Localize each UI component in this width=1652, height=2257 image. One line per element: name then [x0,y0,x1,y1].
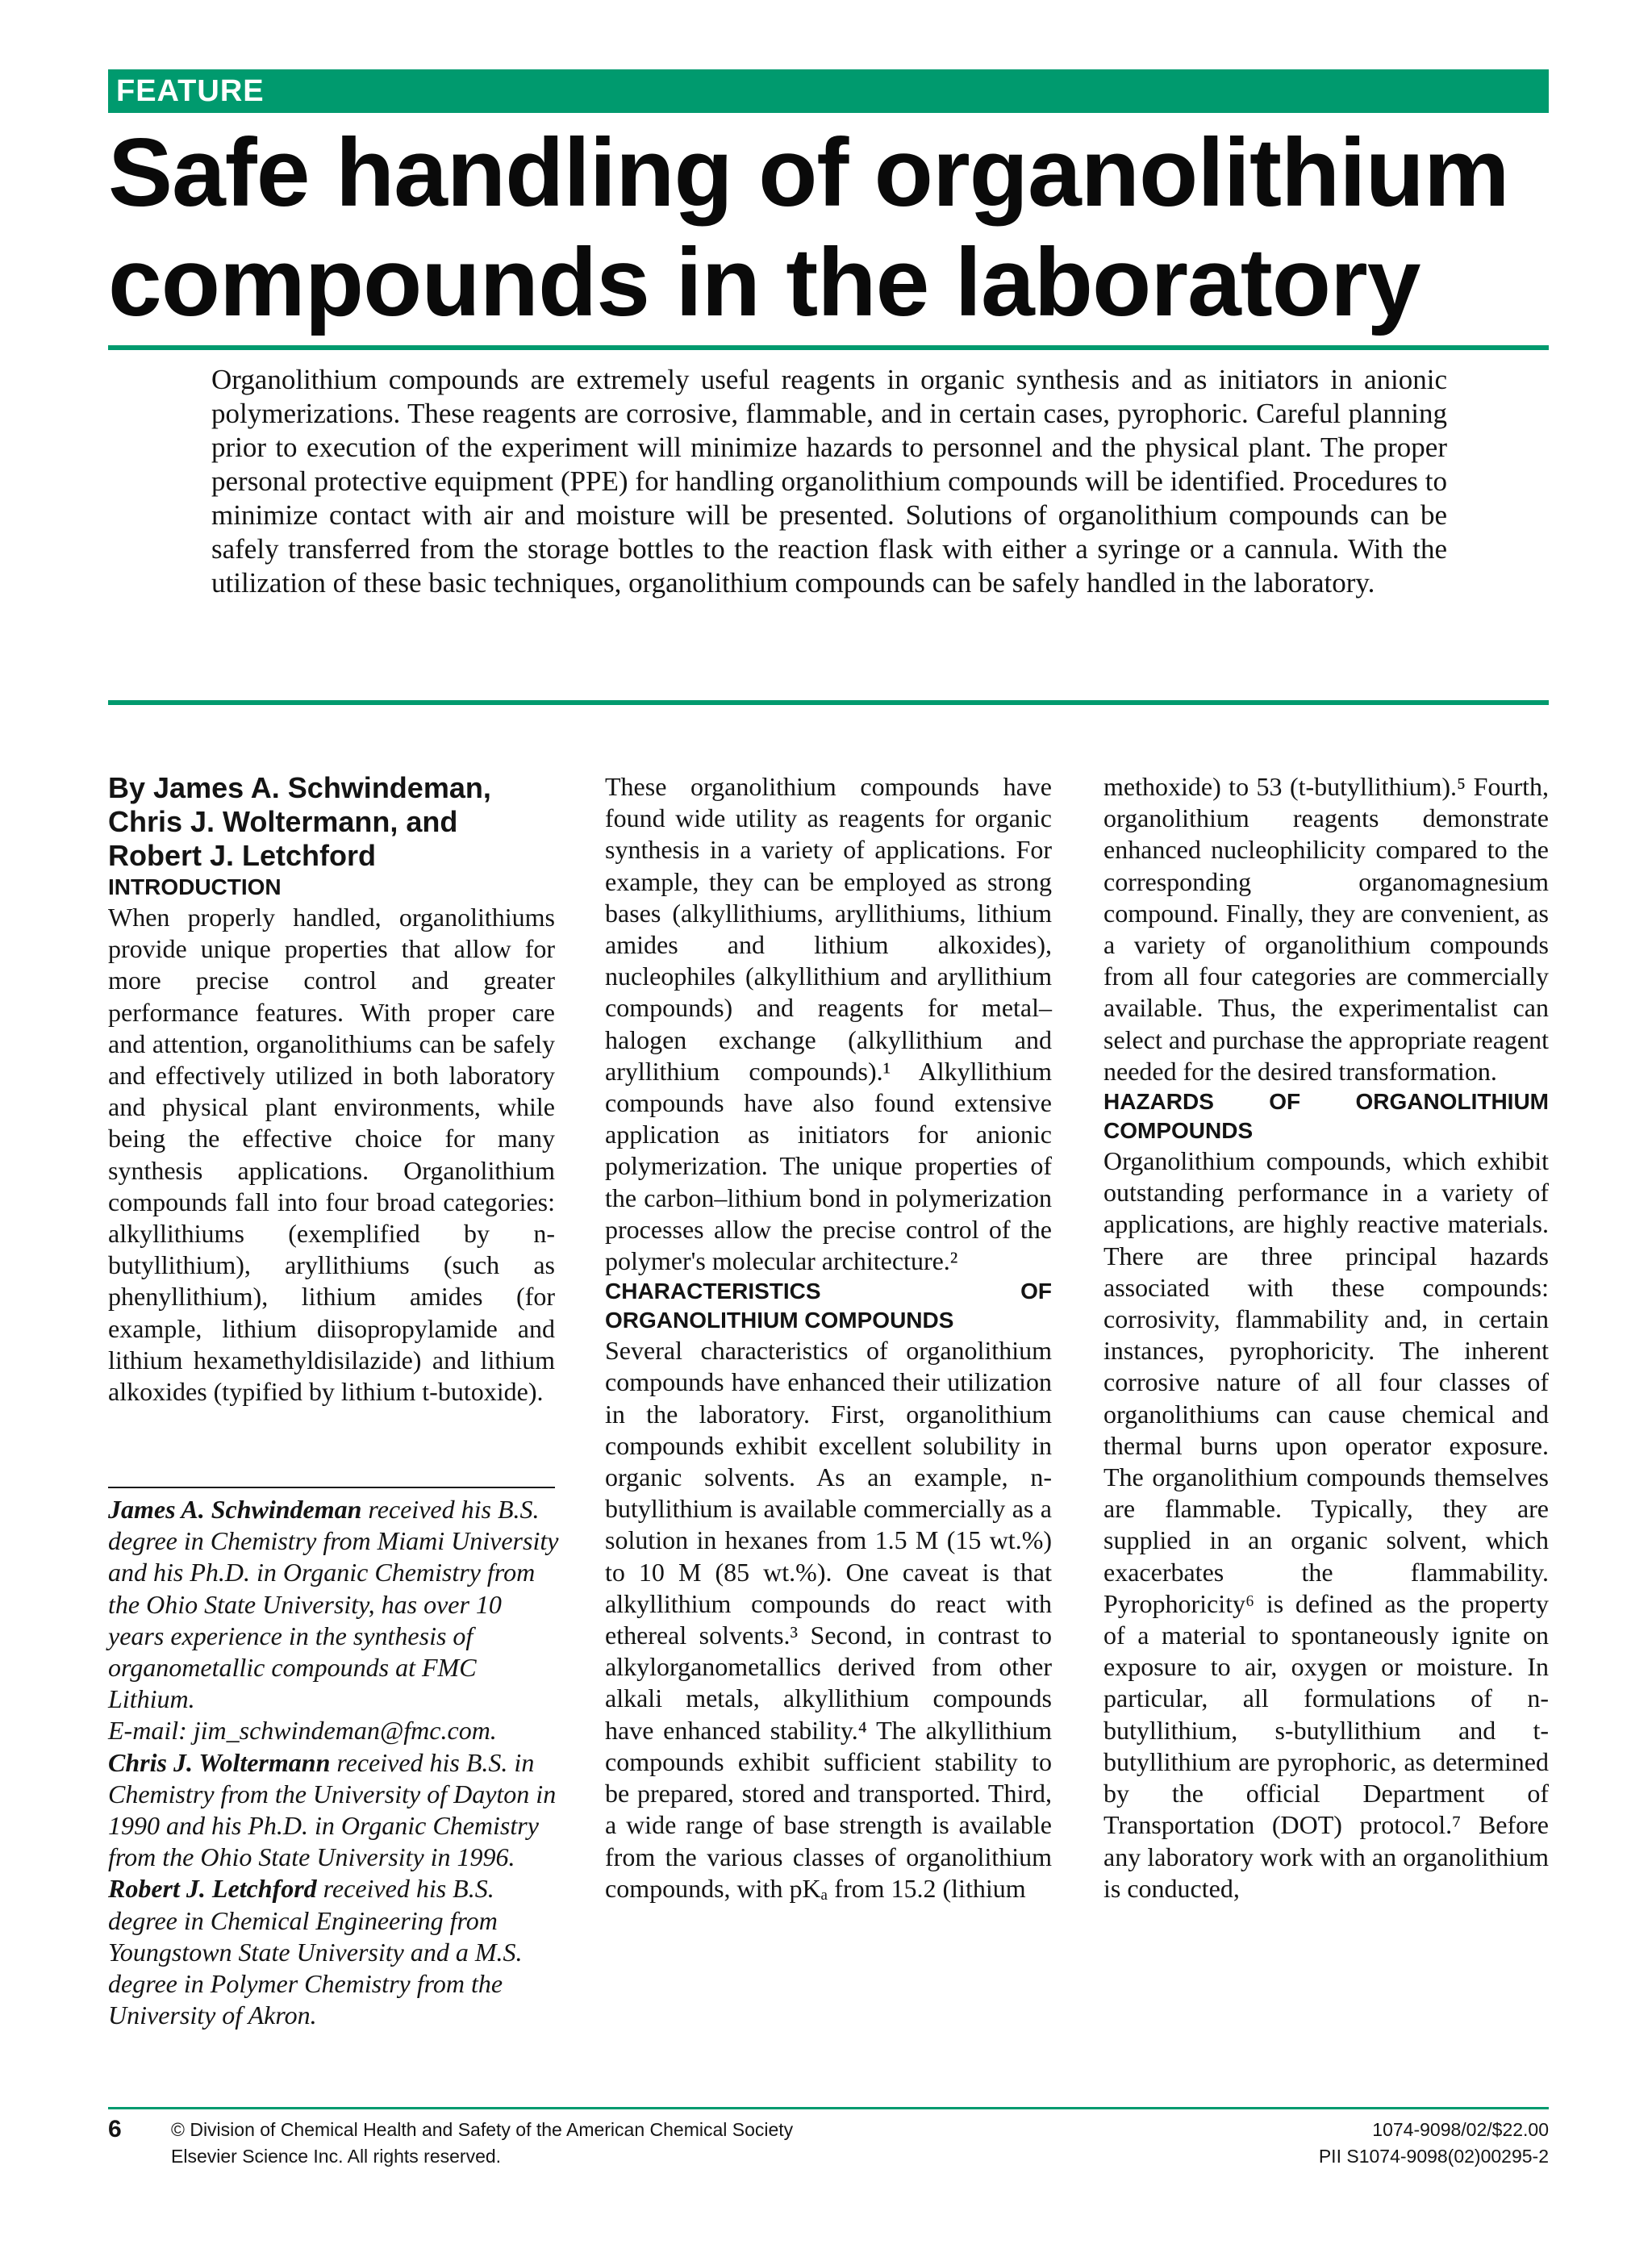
bio-text: received his B.S. in Chemistry from the University of Dayton in 1990 and his Ph.D. in Organic Chemistry from the Ohio State University in 1996. [108,1747,557,1872]
byline-line: Robert J. Letchford [108,839,377,872]
author-bios [108,1494,560,2031]
characteristics-text-part: Several characteristics of organolithium compounds have enhanced their utilization in the laboratory. First, organolithium compounds exhibit excellent solubility in organic solvents. As an example, n-butyllithium is available commercially as a solution in hexanes from 1.5 M (15 wt.%) to 10 M (85 wt.%). One caveat is that alkyllithium compounds do react with ethereal solvents.³ Second, in contrast to alkylorganometallics derived from other alkali metals, alkyllithium compounds have enhanced stability.⁴ The alkyllithium compounds exhibit sufficient stability to be prepared, stored and transported. Third, a wide range of base strength is available from the various classes of organolithium compounds, with pKₐ from 15.2 (lithium [605,1336,1052,1903]
introduction-text-part: These organolithium compounds have found wide utility as reagents for organic synthesis in a variety of applications. For example, they can be employed as strong bases (alkyllithiums, aryllithiums, lithium amides and lithium alkoxides), nucleophiles (alkyllithium and aryllithium compounds) and reagents for metal–halogen exchange (alkyllithium and aryllithium compounds).¹ Alkyllithium compounds have also found extensive application as initiators for anionic polymerization. The unique properties of the carbon–lithium bond in polymerization processes allow the precise control of the polymer's molecular architecture.² [605,772,1052,1276]
column-2 [605,771,1052,1904]
footer-copyright [171,2117,793,2170]
bio-entry [108,1747,560,1874]
bio-entry [108,1494,560,1747]
article-title: Safe handling of organolithium compounds in the laboratory [108,119,1509,336]
bio-divider [108,1487,555,1488]
introduction-heading: INTRODUCTION [108,874,282,899]
pii: PII S1074-9098(02)00295-2 [1318,2146,1549,2167]
characteristics-text-part: methoxide) to 53 (t-butyllithium).⁵ Fourth, organolithium reagents demonstrate enhanced nucleophilicity compared to the corresponding organomagnesium compound. Finally, they are convenient, as a variety of organolithium compounds from all four categories are commercially available. Thus, the experimentalist can select and purchase the appropriate reagent needed for the desired transformation. [1103,772,1549,1086]
footer-identifiers [1319,2117,1549,2170]
byline [108,771,555,873]
feature-banner [108,69,1549,113]
bio-name: Robert J. Letchford [108,1874,317,1904]
bio-text: received his B.S. degree in Chemistry from Miami University and his Ph.D. in Organic Chemistry from the Ohio State University, has over 10 years experience in the synthesis of organometallic compounds at FMC Lithium. [108,1495,559,1714]
abstract: Organolithium compounds are extremely useful reagents in organic synthesis and as initiators in anionic polymerizations. These reagents are corrosive, flammable, and in certain cases, pyrophoric. Careful planning prior to execution of the experiment will minimize hazards to personnel and the physical plant. The proper personal protective equipment (PPE) for handling organolithium compounds will be identified. Procedures to minimize contact with air and moisture will be presented. Solutions of organolithium compounds can be safely transferred from the storage bottles to the reaction flask with either a syringe or a cannula. With the utilization of these basic techniques, organolithium compounds can be safely handled in the laboratory. [211,364,1447,599]
bio-text: received his B.S. degree in Chemical Engineering from Youngstown State University and a M.S. degree in Polymer Chemistry from the University of Akron. [108,1874,523,2030]
byline-line: By James A. Schwindeman, [108,771,491,804]
byline-line: Chris J. Woltermann, and [108,805,458,838]
column-3 [1103,771,1549,1904]
divider-abstract [108,700,1549,705]
bio-name: Chris J. Woltermann [108,1747,331,1777]
hazards-text: Organolithium compounds, which exhibit outstanding performance in a variety of applications, are highly reactive materials. There are three principal hazards associated with these compounds: corrosivity, flammability and, in certain instances, pyrophoricity. The inherent corrosive nature of all four classes of organolithiums can cause chemical and thermal burns upon operator exposure. The organolithium compounds themselves are flammable. Typically, they are supplied in an organic solvent, which exacerbates the flammability. Pyrophoricity⁶ is defined as the property of a material to spontaneously ignite on exposure to air, oxygen or moisture. In particular, all formulations of n-butyllithium, s-butyllithium and t-butyllithium are pyrophoric, as determined by the official Department of Transportation (DOT) protocol.⁷ Before any laboratory work with an organolithium is conducted, [1103,1146,1549,1903]
copyright-line: © Division of Chemical Health and Safety of the American Chemical Society [171,2119,794,2140]
bio-name: James A. Schwindeman [108,1495,362,1524]
bio-email: E-mail: jim_schwindeman@fmc.com. [108,1716,497,1746]
page-number: 6 [108,2116,122,2142]
hazards-heading: HAZARDS OF ORGANOLITHIUM COMPOUNDS [1103,1089,1549,1144]
section-label: FEATURE [116,74,265,108]
characteristics-heading: CHARACTERISTICS OF ORGANOLITHIUM COMPOUNDS [605,1279,1052,1333]
divider-top [108,345,1549,350]
column-1 [108,771,555,1408]
copyright-line: Elsevier Science Inc. All rights reserved. [171,2146,502,2167]
bio-entry [108,1873,560,2031]
introduction-text-part: When properly handled, organolithiums provide unique properties that allow for more precise control and greater performance features. With proper care and attention, organolithiums can be safely and effectively utilized in both laboratory and physical plant environments, while being the effective choice for many synthesis applications. Organolithium compounds fall into four broad categories: alkyllithiums (exemplified by n-butyllithium), aryllithiums (such as phenyllithium), lithium amides (for example, lithium diisopropylamide and lithium hexamethyldisilazide) and lithium alkoxides (typified by lithium t-butoxide). [108,903,555,1407]
issn-price: 1074-9098/02/$22.00 [1372,2119,1549,2140]
footer-divider [108,2107,1549,2109]
